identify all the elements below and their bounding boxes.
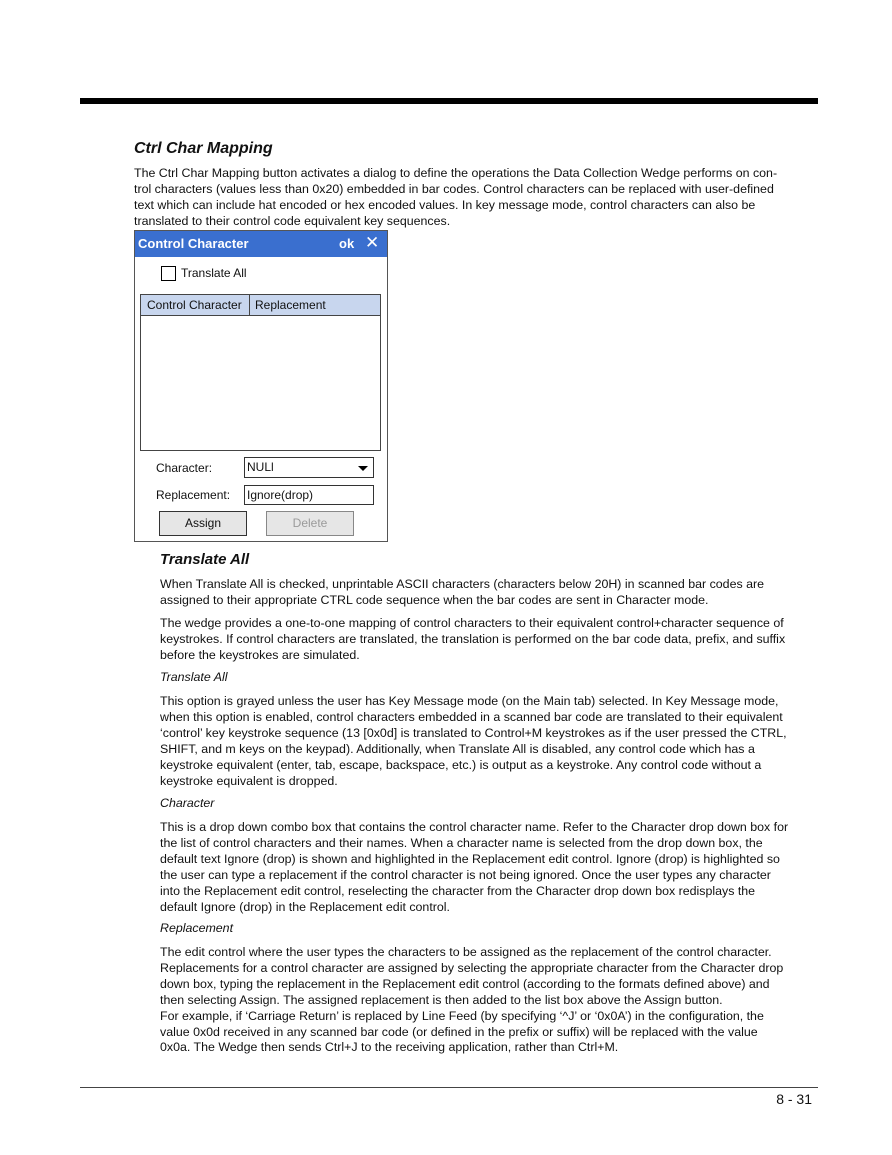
- dialog-title-bar: [135, 231, 387, 257]
- header-rule: [80, 98, 818, 104]
- paragraph-replacement: [160, 945, 783, 1056]
- text-line: text which can include hat encoded or hex encoded values. In key message mode, control characters can also be: [134, 197, 756, 212]
- text-line: 0x0a. The Wedge then sends Ctrl+J to the receiving application, rather than Ctrl+M.: [160, 1040, 619, 1055]
- replacement-field[interactable]: [244, 485, 374, 505]
- subheading-replacement: Replacement: [160, 921, 234, 935]
- text-line: keystrokes. If control characters are translated, the translation is performed on the bar code data, prefix, and suffix: [160, 631, 786, 646]
- text-line: When Translate All is checked, unprintable ASCII characters (characters below 20H) in scanned bar codes are: [160, 577, 765, 591]
- subheading-character: Character: [160, 796, 215, 810]
- paragraph-translate-all: [160, 577, 764, 609]
- dialog-title: Control Character: [138, 236, 249, 251]
- text-line: before the keystrokes are simulated.: [160, 647, 360, 662]
- text-line: when this option is enabled, control characters embedded in a scanned bar code are translated to their equivalent: [160, 709, 783, 724]
- text-line: This is a drop down combo box that contains the control character name. Refer to the Character drop down box for: [160, 820, 789, 834]
- text-line: This option is grayed unless the user has Key Message mode (on the Main tab) selected. In Key Message mode,: [160, 694, 779, 708]
- ok-button[interactable]: ok: [339, 236, 355, 251]
- replacement-label: Replacement:: [156, 488, 231, 502]
- close-icon[interactable]: ✕: [365, 233, 380, 252]
- text-line: For example, if ‘Carriage Return’ is replaced by Line Feed (by specifying ‘^J’ or ‘0x0A’) in the configuration, the: [160, 1008, 764, 1023]
- character-value: NULl: [247, 460, 274, 474]
- chevron-down-icon[interactable]: [358, 466, 368, 471]
- text-line: translated to their control code equivalent key sequences.: [134, 213, 451, 228]
- text-line: The edit control where the user types the characters to be assigned as the replacement of the control character.: [160, 945, 772, 959]
- text-line: down box, typing the replacement in the Replacement edit control (according to the formats defined above) and: [160, 976, 770, 991]
- translate-all-label: Translate All: [181, 266, 247, 280]
- text-line: the list of control characters and their names. When a character name is selected from the drop down box, the: [160, 835, 763, 850]
- text-line: value 0x0d received in any scanned bar code (or defined in the prefix or suffix) will be replaced with the value: [160, 1024, 758, 1039]
- text-line: trol characters (values less than 0x20) embedded in bar codes. Control characters can be replaced with user-defined: [134, 181, 774, 196]
- translate-all-checkbox[interactable]: [161, 266, 176, 281]
- paragraph-mapping: [160, 616, 785, 664]
- delete-button[interactable]: Delete: [266, 511, 354, 536]
- intro-paragraph: [134, 166, 777, 230]
- mapping-list-box[interactable]: [140, 294, 381, 451]
- text-line: default text Ignore (drop) is shown and highlighted in the Replacement edit control. Ignore (drop) is highlighted so: [160, 851, 780, 866]
- text-line: keystroke equivalent (enter, tab, escape, backspace, etc.) is output as a keystroke. Any control code without a: [160, 757, 762, 772]
- page-number: 8 - 31: [776, 1091, 812, 1107]
- text-line: SHIFT, and m keys on the keypad). Additionally, when Translate All is disabled, any control code which has a: [160, 741, 755, 756]
- text-line: ‘control’ key keystroke sequence (13 [0x0d] is translated to Control+M keystrokes as if the user pressed the CTRL,: [160, 725, 787, 740]
- footer-rule: [80, 1087, 818, 1088]
- column-header-replacement[interactable]: Replacement: [255, 298, 326, 312]
- text-line: default Ignore (drop) in the Replacement edit control.: [160, 899, 450, 914]
- text-line: the user can type a replacement if the control character is not being ignored. Once the user types any character: [160, 867, 771, 882]
- text-line: into the Replacement edit control, reselecting the character from the Character drop down box redisplays the: [160, 883, 756, 898]
- translate-all-heading: Translate All: [160, 551, 250, 568]
- text-line: The Ctrl Char Mapping button activates a dialog to define the operations the Data Collection Wedge performs on con-: [134, 166, 778, 180]
- paragraph-character: [160, 820, 788, 915]
- control-character-dialog: [134, 230, 388, 542]
- text-line: assigned to their appropriate CTRL code sequence when the bar codes are sent in Character mode.: [160, 592, 709, 607]
- text-line: then selecting Assign. The assigned replacement is then added to the list box above the Assign button.: [160, 992, 723, 1007]
- list-header: [141, 295, 380, 316]
- column-header-control-character[interactable]: Control Character: [147, 298, 242, 312]
- character-dropdown[interactable]: [244, 457, 374, 478]
- text-line: keystroke equivalent is dropped.: [160, 773, 338, 788]
- text-line: Replacements for a control character are assigned by selecting the appropriate character from the Character drop: [160, 960, 784, 975]
- column-divider: [249, 295, 250, 315]
- character-label: Character:: [156, 461, 213, 475]
- section-title: Ctrl Char Mapping: [134, 140, 273, 157]
- text-line: The wedge provides a one-to-one mapping of control characters to their equivalent control+character sequence of: [160, 616, 784, 630]
- replacement-value: Ignore(drop): [247, 488, 314, 502]
- subheading-translate-all: Translate All: [160, 670, 228, 684]
- paragraph-translate-all-option: [160, 694, 787, 789]
- assign-button[interactable]: Assign: [159, 511, 247, 536]
